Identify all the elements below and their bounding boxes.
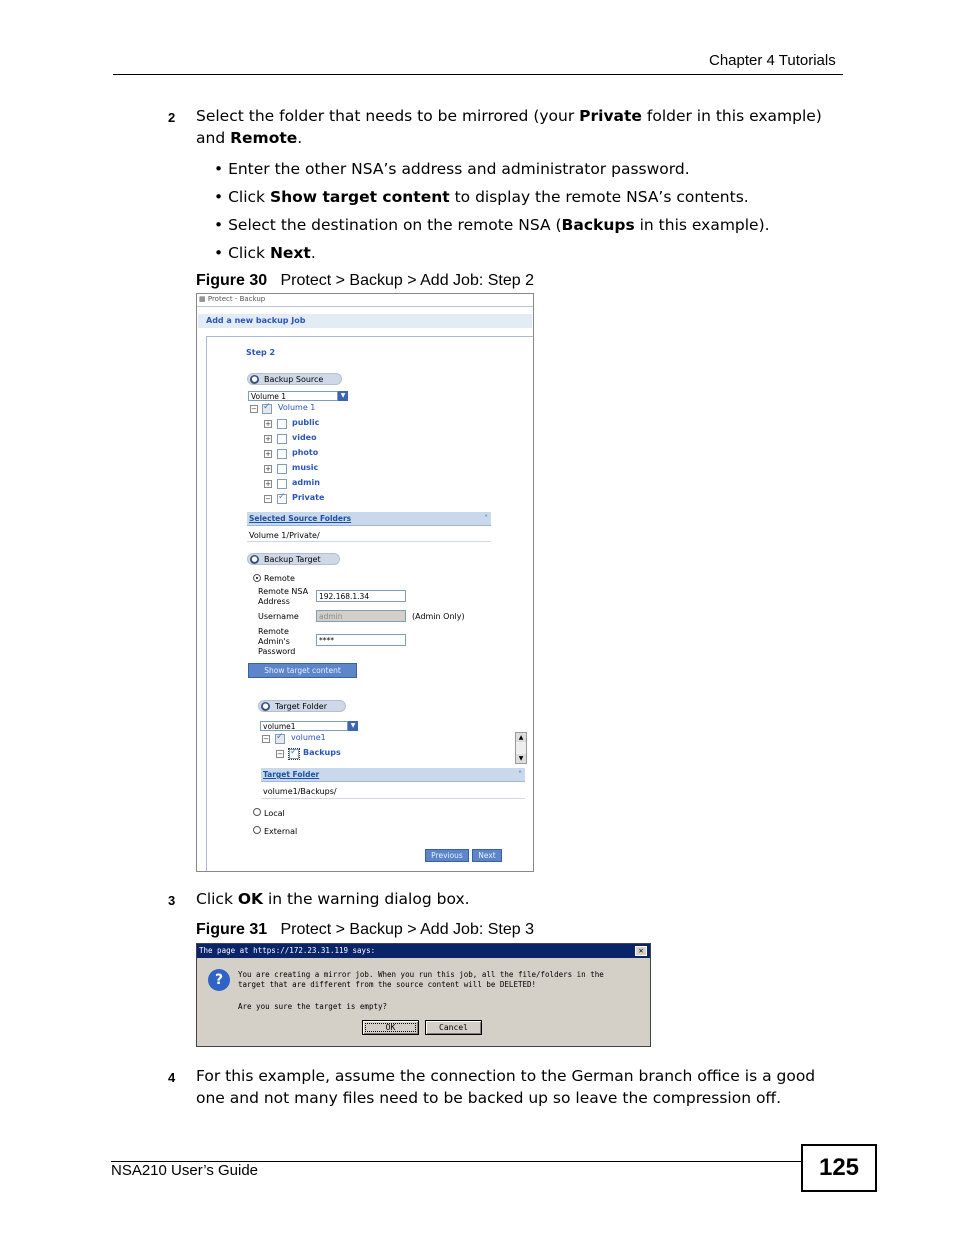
text-run: and xyxy=(196,129,231,147)
folder-checkbox[interactable] xyxy=(277,434,287,444)
collapse-icon[interactable]: − xyxy=(263,735,269,743)
target-folder-heading xyxy=(258,700,346,712)
header-label: Target Folder xyxy=(263,770,320,779)
text-run: • Select the destination on the remote NSA ( xyxy=(214,216,562,234)
step-4-line-1: For this example, assume the connection to the German branch office is a good xyxy=(196,1067,816,1085)
circle-icon: ● xyxy=(262,702,269,710)
bullet-item xyxy=(214,214,770,236)
close-icon[interactable]: ✕ xyxy=(635,946,647,956)
password-label-3: Password xyxy=(258,647,296,656)
dialog-message-3: Are you sure the target is empty? xyxy=(238,1002,388,1011)
text-bold: Private xyxy=(579,107,642,125)
text-run: in the warning dialog box. xyxy=(263,890,470,908)
panel-title: Add a new backup Job xyxy=(206,316,306,325)
password-field[interactable]: **** xyxy=(316,634,406,646)
step-number-3: 3 xyxy=(168,893,176,908)
expand-icon[interactable]: + xyxy=(265,465,271,473)
scroll-down-icon[interactable]: ▼ xyxy=(516,754,526,763)
circle-icon: ● xyxy=(251,375,258,383)
step-number-2: 2 xyxy=(168,110,176,125)
scroll-up-icon[interactable]: ▲ xyxy=(516,733,526,742)
divider xyxy=(261,798,525,799)
step-label: Step 2 xyxy=(246,348,276,357)
page-number: 125 xyxy=(801,1144,877,1192)
remote-nsa-label-2: Address xyxy=(258,597,290,606)
section-label: Backup Target xyxy=(264,555,321,564)
username-field[interactable]: admin xyxy=(316,610,406,622)
target-volume-select[interactable]: volume1 xyxy=(260,721,348,731)
folder-checkbox[interactable] xyxy=(277,479,287,489)
expand-icon[interactable]: + xyxy=(265,435,271,443)
section-label: Backup Source xyxy=(264,375,324,384)
chapter-header: Chapter 4 Tutorials xyxy=(709,52,836,69)
chevron-down-icon[interactable]: ▼ xyxy=(348,721,358,731)
scrollbar[interactable] xyxy=(515,732,527,764)
target-tree-root[interactable]: volume1 xyxy=(291,733,326,742)
admin-only-note: (Admin Only) xyxy=(412,612,465,621)
previous-button[interactable]: Previous xyxy=(425,849,469,862)
target-folder-value: volume1/Backups/ xyxy=(263,787,337,796)
breadcrumb xyxy=(199,295,265,303)
bullet-item xyxy=(214,242,316,264)
volume-select[interactable]: Volume 1 xyxy=(248,391,338,401)
text-run: • Enter the other NSA’s address and administrator password. xyxy=(214,160,690,178)
text-run: in this example). xyxy=(634,216,770,234)
figure-31-caption xyxy=(196,921,534,939)
remote-nsa-address-field[interactable]: 192.168.1.34 xyxy=(316,590,406,602)
folder-checkbox[interactable] xyxy=(277,449,287,459)
backup-source-heading xyxy=(247,373,342,385)
section-label: Target Folder xyxy=(275,702,328,711)
add-job-step2-screenshot xyxy=(196,293,534,872)
step-2-line-2 xyxy=(196,127,302,149)
figure-label: Figure 31 xyxy=(196,921,268,938)
expand-icon[interactable]: + xyxy=(265,420,271,428)
folder-item[interactable]: public xyxy=(292,418,320,427)
remote-label: Remote xyxy=(264,574,295,583)
text-run: . xyxy=(310,244,316,262)
text-bold: OK xyxy=(237,890,264,908)
figure-label: Figure 30 xyxy=(196,272,268,289)
warning-dialog-screenshot xyxy=(196,943,651,1047)
text-run: Click xyxy=(196,890,238,908)
text-run: . xyxy=(297,129,303,147)
panel-frame xyxy=(206,336,533,871)
dialog-message-2: target that are different from the source content will be DELETED! xyxy=(238,980,537,989)
target-folder-item[interactable]: Backups xyxy=(303,748,341,757)
local-label: Local xyxy=(264,809,285,818)
collapse-up-icon[interactable]: ˄ xyxy=(484,514,488,523)
header-label: Selected Source Folders xyxy=(249,514,352,523)
local-radio[interactable] xyxy=(253,808,261,816)
text-run: • Click xyxy=(214,244,270,262)
grid-icon: ▦ xyxy=(199,295,206,303)
folder-item[interactable]: music xyxy=(292,463,319,472)
volume-checkbox[interactable] xyxy=(262,404,272,414)
question-icon: ? xyxy=(208,969,230,991)
step-2-line-1 xyxy=(196,105,822,127)
cancel-button[interactable]: Cancel xyxy=(425,1020,482,1035)
header-rule xyxy=(113,74,843,75)
figure-caption-text: Protect > Backup > Add Job: Step 3 xyxy=(280,921,534,938)
collapse-up-icon[interactable]: ˄ xyxy=(518,770,522,779)
folder-item[interactable]: photo xyxy=(292,448,319,457)
expand-icon[interactable]: + xyxy=(265,450,271,458)
selected-folders-value: Volume 1/Private/ xyxy=(249,531,320,540)
folder-item[interactable]: admin xyxy=(292,478,320,487)
collapse-icon[interactable]: − xyxy=(277,750,283,758)
tree-root-label[interactable]: Volume 1 xyxy=(278,403,316,412)
text-bold: Backups xyxy=(561,216,635,234)
step-number-4: 4 xyxy=(168,1070,176,1085)
target-folder-header xyxy=(261,768,525,782)
collapse-icon[interactable]: − xyxy=(265,495,271,503)
folder-checkbox[interactable] xyxy=(277,464,287,474)
password-label-2: Admin's xyxy=(258,637,290,646)
step-4-line-2: one and not many files need to be backed up so leave the compression off. xyxy=(196,1089,782,1107)
external-label: External xyxy=(264,827,298,836)
text-run: • Click xyxy=(214,188,270,206)
backup-target-heading xyxy=(247,553,340,565)
breadcrumb-text: Protect - Backup xyxy=(207,295,266,303)
remote-nsa-label-1: Remote NSA xyxy=(258,587,309,596)
text-run: to display the remote NSA’s contents. xyxy=(449,188,749,206)
next-button[interactable]: Next xyxy=(472,849,502,862)
figure-caption-text: Protect > Backup > Add Job: Step 2 xyxy=(280,272,534,289)
text-bold: Show target content xyxy=(269,188,450,206)
password-label-1: Remote xyxy=(258,627,289,636)
remote-radio[interactable] xyxy=(253,574,261,582)
external-radio[interactable] xyxy=(253,826,261,834)
text-run: folder in this example) xyxy=(641,107,822,125)
text-bold: Remote xyxy=(230,129,298,147)
show-target-content-button[interactable]: Show target content xyxy=(248,663,357,678)
expand-icon[interactable]: + xyxy=(265,480,271,488)
username-label: Username xyxy=(258,612,299,621)
backups-checkbox-checked[interactable] xyxy=(289,749,299,759)
collapse-icon[interactable]: − xyxy=(251,405,257,413)
step-3-text xyxy=(196,888,470,910)
bullet-item xyxy=(214,186,749,208)
folder-item[interactable]: Private xyxy=(292,493,325,502)
text-bold: Next xyxy=(269,244,311,262)
chevron-down-icon[interactable]: ▼ xyxy=(338,391,348,401)
circle-icon: ● xyxy=(251,555,258,563)
divider xyxy=(247,541,491,542)
folder-checkbox[interactable] xyxy=(277,419,287,429)
divider xyxy=(197,306,533,307)
text-run: Select the folder that needs to be mirrored (your xyxy=(196,107,580,125)
figure-30-caption xyxy=(196,272,534,290)
folder-checkbox-checked[interactable] xyxy=(277,494,287,504)
dialog-title: The page at https://172.23.31.119 says: xyxy=(199,946,376,955)
dialog-message-1: You are creating a mirror job. When you run this job, all the file/folders in the xyxy=(238,970,604,979)
ok-button[interactable]: OK xyxy=(362,1020,419,1035)
target-volume-checkbox[interactable] xyxy=(275,734,285,744)
selected-folders-header xyxy=(247,512,491,526)
folder-item[interactable]: video xyxy=(292,433,317,442)
guide-title: NSA210 User’s Guide xyxy=(111,1162,259,1179)
bullet-item xyxy=(214,158,690,180)
